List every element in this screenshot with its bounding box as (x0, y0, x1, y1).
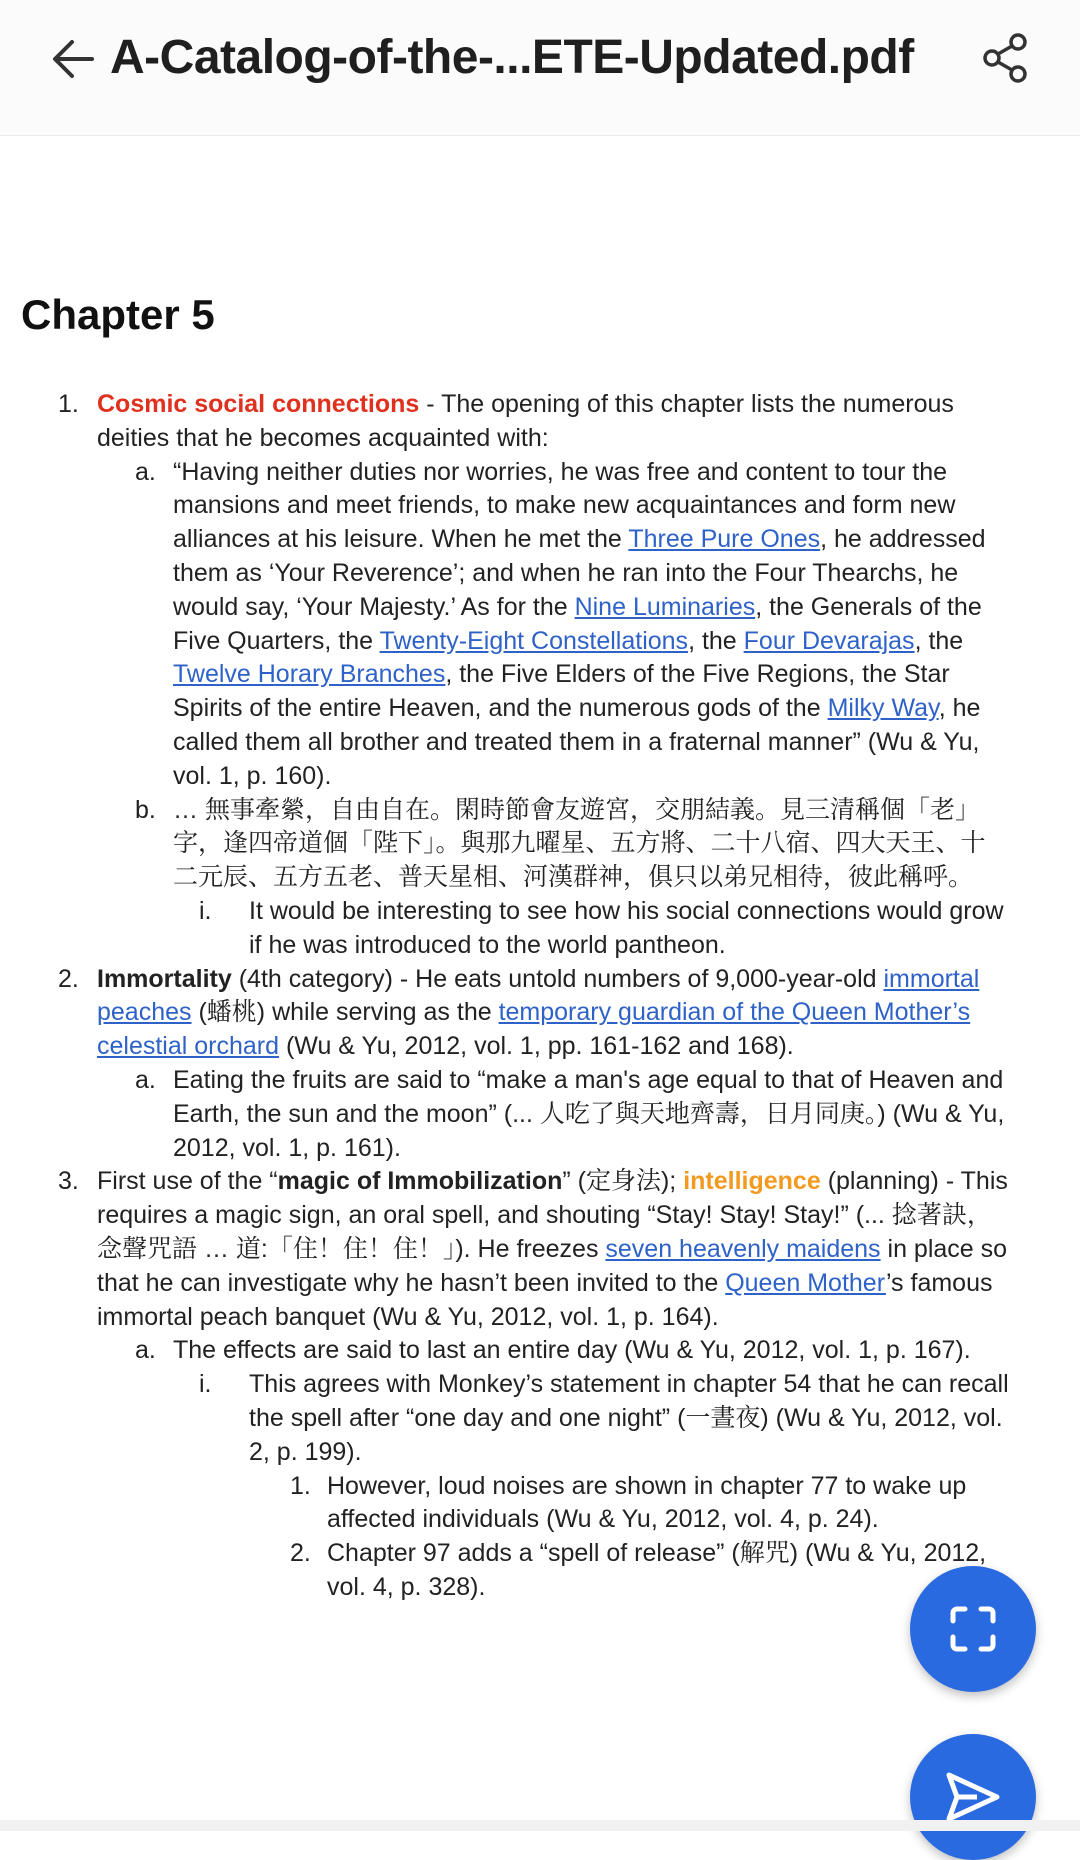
list-marker: a. (135, 457, 156, 486)
text: , he called them all brother and treated them in a fraternal manner” (Wu & Yu, vol. 1, p. 160). (173, 694, 981, 790)
orange-text: intelligence (683, 1167, 821, 1196)
arrow-left-icon[interactable] (48, 34, 98, 84)
text: (蟠桃) while serving as the (191, 998, 499, 1027)
list-item (290, 1537, 1010, 1605)
text: (planning) - This requires a magic sign, an oral spell, and shouting “Stay! Stay! Stay!” (... 捻著訣，念聲咒語 … 道:「住！住！住！」). He freezes (97, 1167, 1008, 1263)
hyperlink[interactable]: seven heavenly maidens (605, 1234, 881, 1263)
text: , the (914, 626, 964, 655)
send-icon (943, 1767, 1003, 1827)
text: First use of the “ (97, 1167, 278, 1196)
text: , he addressed them as ‘Your Reverence’; and when he ran into the Four Thearchs, he would say, ‘Your Majesty.’ As for the (173, 525, 986, 621)
list-marker: 1. (290, 1471, 311, 1500)
pdf-page (0, 136, 1080, 1831)
text: “Having neither duties nor worries, he was free and content to tour the mansions and meet friends, to make new acquaintances and form new alliances at his leisure. When he met the (173, 457, 956, 554)
text: The effects are said to last an entire day (Wu & Yu, 2012, vol. 1, p. 167). (173, 1336, 971, 1365)
hyperlink[interactable]: Nine Luminaries (574, 592, 756, 621)
list-marker: 3. (58, 1167, 79, 1196)
hyperlink[interactable]: Queen Mother (725, 1268, 886, 1297)
list-marker: b. (135, 795, 156, 824)
document-title: A-Catalog-of-the-...ETE-Updated.pdf (110, 31, 914, 84)
fullscreen-icon (943, 1599, 1003, 1659)
list-item (290, 1470, 1010, 1538)
chapter-heading: Chapter 5 (21, 291, 215, 338)
text: (Wu & Yu, 2012, vol. 1, pp. 161-162 and 168). (279, 1032, 794, 1061)
list-item (135, 794, 1010, 895)
text: , the Five Elders of the Five Regions, the Star Spirits of the entire Heaven, and the numerous gods of the (173, 660, 950, 723)
list-marker: i. (199, 896, 212, 925)
outline-list (0, 388, 1080, 1605)
bold-text: magic of Immobilization (277, 1167, 563, 1196)
text: It would be interesting to see how his social connections would grow if he was introduced to the world pantheon. (249, 896, 1004, 959)
send-button[interactable] (910, 1734, 1036, 1860)
text: ” (定身法); (562, 1167, 684, 1196)
list-item (199, 895, 1010, 963)
bottom-bar (0, 1820, 1080, 1831)
list-item (58, 963, 1010, 1064)
hyperlink[interactable]: Three Pure Ones (628, 525, 821, 554)
list-marker: 2. (290, 1539, 311, 1568)
list-marker: 2. (58, 964, 79, 993)
list-item (58, 388, 1010, 456)
text: Eating the fruits are said to “make a man's age equal to that of Heaven and Earth, the sun and the moon” (... 人吃了與天地齊壽，日月同庚。) (Wu & Yu, 2012, vol. 1, p. 161). (173, 1065, 1005, 1162)
list-item (135, 1334, 1010, 1368)
list-item (58, 1165, 1010, 1334)
share-icon[interactable] (978, 30, 1034, 86)
text: … 無事牽縈，自由自在。閑時節會友遊宮，交朋結義。見三清稱個「老」字，逢四帝道個「陛下」。與那九曜星、五方將、二十八宿、四大天王、十二元辰、五方五老、普天星相、河漢群神，俱只以弟兄相待，彼此稱呼。 (173, 795, 986, 892)
list-item (199, 1368, 1010, 1469)
fullscreen-button[interactable] (910, 1566, 1036, 1692)
bold-text: Immortality (97, 964, 232, 993)
hyperlink[interactable]: immortal peaches (97, 964, 980, 1027)
hyperlink[interactable]: Four Devarajas (743, 626, 915, 655)
text: , the (688, 626, 744, 655)
text: - The opening of this chapter lists the numerous deities that he becomes acquainted with: (97, 390, 954, 452)
list-item (135, 1064, 1010, 1165)
list-item (135, 456, 1010, 794)
hyperlink[interactable]: Milky Way (827, 694, 939, 723)
text: This agrees with Monkey’s statement in chapter 54 that he can recall the spell after “one day and one night” (一晝夜) (Wu & Yu, 2012, vol. 2, p. 199). (249, 1370, 1009, 1466)
text: ’s famous immortal peach banquet (Wu & Yu, 2012, vol. 1, p. 164). (97, 1268, 993, 1331)
hyperlink[interactable]: Twenty-Eight Constellations (379, 626, 689, 655)
text: in place so that he can investigate why he hasn’t been invited to the (97, 1234, 1008, 1297)
hyperlink[interactable]: temporary guardian of the Queen Mother’s celestial orchard (97, 998, 971, 1061)
red-text: Cosmic social connections (97, 390, 420, 418)
list-marker: a. (135, 1065, 156, 1094)
text: , the Generals of the Five Quarters, the (173, 592, 982, 655)
text: (4th category) - He eats untold numbers of 9,000-year-old (231, 964, 884, 993)
top-bar (0, 0, 1080, 136)
hyperlink[interactable]: Twelve Horary Branches (173, 660, 446, 689)
text: However, loud noises are shown in chapter 77 to wake up affected individuals (Wu & Yu, 2012, vol. 4, p. 24). (327, 1471, 967, 1534)
list-marker: 1. (58, 390, 79, 418)
list-marker: a. (135, 1336, 156, 1365)
list-marker: i. (199, 1370, 212, 1399)
text: Chapter 97 adds a “spell of release” (解咒) (Wu & Yu, 2012, vol. 4, p. 328). (327, 1539, 987, 1601)
